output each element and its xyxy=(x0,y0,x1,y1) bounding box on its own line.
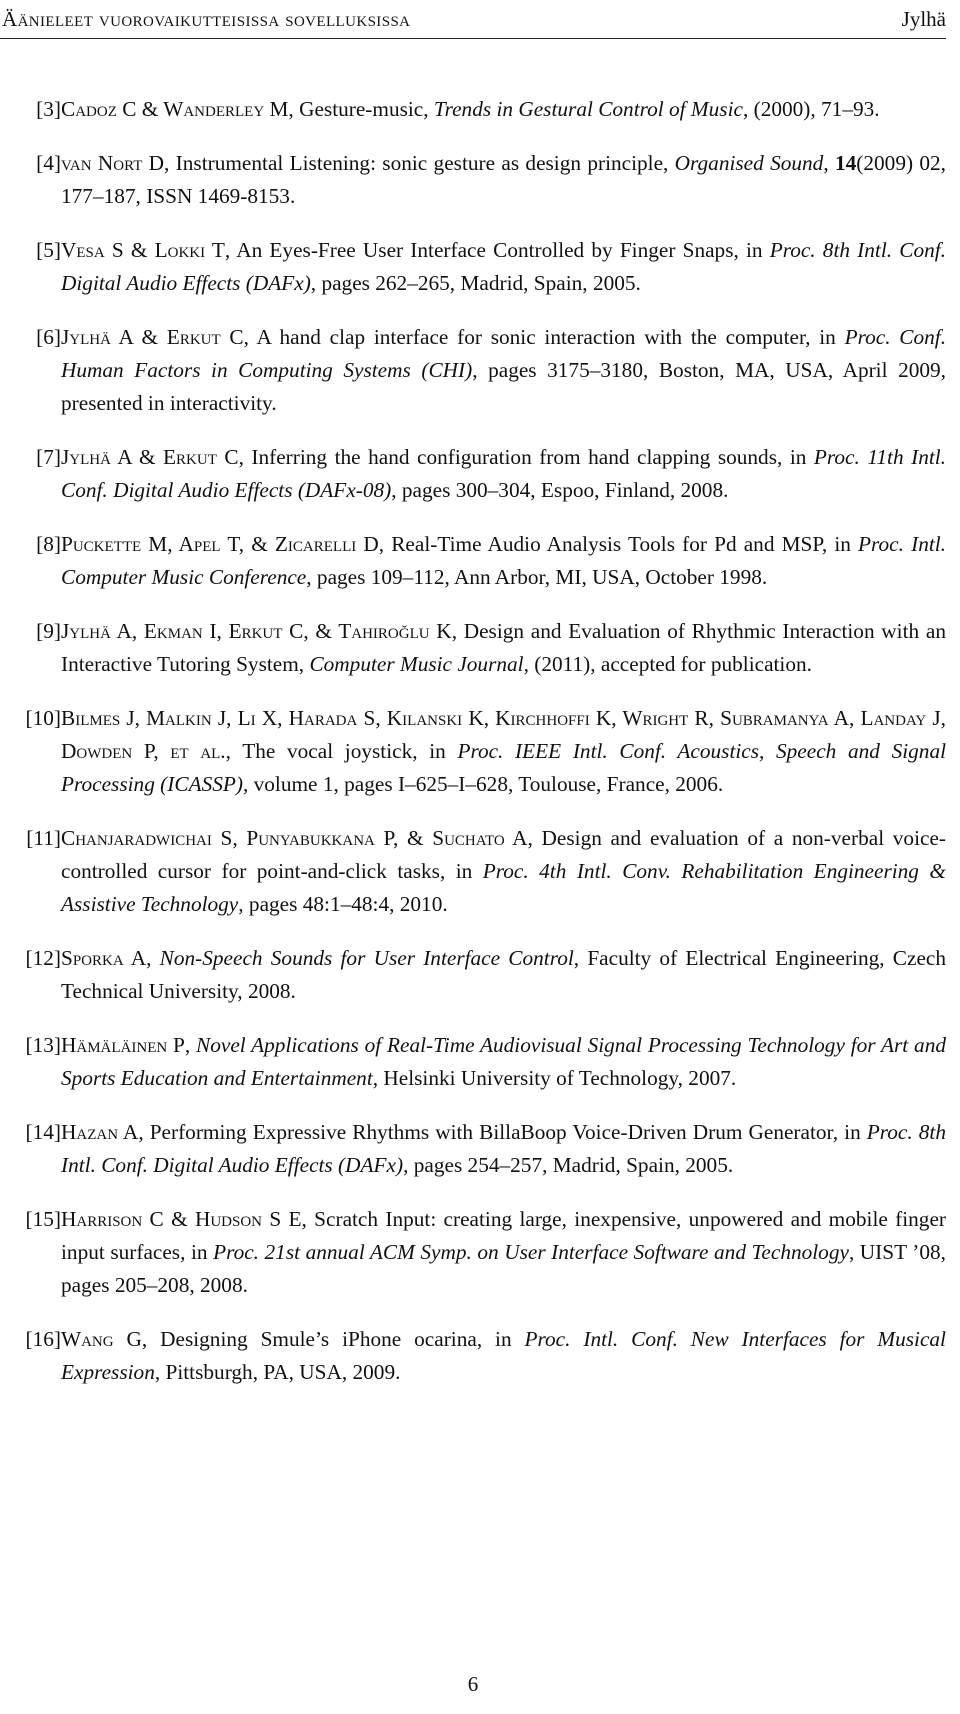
reference-authors: Harrison C & Hudson S E xyxy=(61,1207,302,1231)
reference-number: [6] xyxy=(36,325,61,349)
reference-entry xyxy=(0,528,946,594)
reference-text: , Design and evaluation of a non-verbal voice-controlled cursor for point-and-click tasks, in xyxy=(61,826,946,883)
reference-text: , Scratch Input: creating large, inexpensive, unpowered and mobile finger input surfaces, in xyxy=(61,1207,946,1264)
reference-authors: Wang G xyxy=(61,1327,142,1351)
reference-text: , (2011), accepted for publication. xyxy=(523,652,812,676)
reference-title-italic: Proc. Intl. Computer Music Conference xyxy=(61,532,946,589)
reference-title-italic: Proc. 11th Intl. Conf. Digital Audio Effects (DAFx-08) xyxy=(61,445,946,502)
reference-title-italic: Proc. 21st annual ACM Symp. on User Interface Software and Technology xyxy=(213,1240,849,1264)
reference-number: [3] xyxy=(36,97,61,121)
reference-title-italic: Proc. Intl. Conf. New Interfaces for Musical Expression xyxy=(61,1327,946,1384)
reference-entry xyxy=(0,234,946,300)
reference-entry xyxy=(0,615,946,681)
reference-authors: Cadoz C & Wanderley M xyxy=(61,97,289,121)
reference-text: , Helsinki University of Technology, 2007. xyxy=(372,1066,737,1090)
reference-number: [13] xyxy=(25,1033,61,1057)
reference-number: [8] xyxy=(36,532,61,556)
reference-entry xyxy=(0,321,946,420)
page-number: 6 xyxy=(467,1672,479,1696)
reference-number: [14] xyxy=(25,1120,61,1144)
reference-text: , Pittsburgh, PA, USA, 2009. xyxy=(154,1360,401,1384)
reference-authors: Sporka A xyxy=(61,946,147,970)
reference-entry xyxy=(0,1323,946,1389)
reference-entry xyxy=(0,147,946,213)
reference-authors: Puckette M, Apel T, & Zicarelli D xyxy=(61,532,379,556)
reference-text: , Design and Evaluation of Rhythmic Interaction with an Interactive Tutoring System, xyxy=(61,619,946,676)
reference-authors: Jylhä A, Ekman I, Erkut C, & Tahiroğlu K xyxy=(61,619,452,643)
reference-number: [4] xyxy=(36,151,61,175)
reference-title-italic: Proc. 8th Intl. Conf. Digital Audio Effects (DAFx) xyxy=(61,238,946,295)
reference-number: [11] xyxy=(26,826,61,850)
reference-entry xyxy=(0,1029,946,1095)
reference-entry xyxy=(0,942,946,1008)
reference-title-italic: Organised Sound xyxy=(674,151,824,175)
reference-entry xyxy=(0,93,946,126)
reference-text: , pages 109–112, Ann Arbor, MI, USA, October 1998. xyxy=(306,565,768,589)
reference-text: , pages 300–304, Espoo, Finland, 2008. xyxy=(391,478,729,502)
reference-number: [9] xyxy=(36,619,61,643)
reference-authors: van Nort D xyxy=(61,151,165,175)
reference-text: , Designing Smule’s iPhone ocarina, in xyxy=(141,1327,525,1351)
reference-text: , An Eyes-Free User Interface Controlled by Finger Snaps, in xyxy=(224,238,770,262)
reference-text: , Faculty of Electrical Engineering, Czech Technical University, 2008. xyxy=(61,946,946,1003)
reference-title-italic: Non-Speech Sounds for User Interface Control xyxy=(159,946,574,970)
reference-number: [10] xyxy=(25,706,61,730)
reference-text: , Instrumental Listening: sonic gesture as design principle, xyxy=(164,151,675,175)
reference-number: [7] xyxy=(36,445,61,469)
reference-authors: Bilmes J, Malkin J, Li X, Harada S, Kilanski K, Kirchhoffi K, Wright R, Subramanya A, Landay J, Dowden P, et al. xyxy=(61,706,946,763)
reference-entry xyxy=(0,1116,946,1182)
reference-text: , pages 3175–3180, Boston, MA, USA, April 2009, presented in interactivity. xyxy=(61,358,946,415)
reference-text: , volume 1, pages I–625–I–628, Toulouse, France, 2006. xyxy=(242,772,724,796)
reference-title-italic: Proc. Conf. Human Factors in Computing Systems (CHI) xyxy=(61,325,947,382)
reference-text: , Inferring the hand configuration from hand clapping sounds, in xyxy=(238,445,814,469)
reference-text: (2009) 02, 177–187, ISSN 1469-8153. xyxy=(61,151,946,208)
page-header xyxy=(0,0,946,39)
reference-number: [12] xyxy=(25,946,61,970)
reference-text: , xyxy=(184,1033,197,1057)
reference-title-italic: Computer Music Journal xyxy=(309,652,524,676)
reference-authors: Jylhä A & Erkut C xyxy=(61,445,239,469)
reference-text: , Performing Expressive Rhythms with BillaBoop Voice-Driven Drum Generator, in xyxy=(138,1120,867,1144)
reference-text: , Real-Time Audio Analysis Tools for Pd and MSP, in xyxy=(378,532,859,556)
reference-entry xyxy=(0,1203,946,1302)
header-author: Jylhä xyxy=(901,7,946,31)
reference-entry xyxy=(0,441,946,507)
reference-text: , A hand clap interface for sonic interaction with the computer, in xyxy=(243,325,845,349)
reference-text: , pages 262–265, Madrid, Spain, 2005. xyxy=(310,271,641,295)
reference-text: , Gesture-music, xyxy=(288,97,434,121)
reference-text: , pages 254–257, Madrid, Spain, 2005. xyxy=(403,1153,734,1177)
reference-authors: Hazan A xyxy=(61,1120,139,1144)
reference-volume: 14 xyxy=(834,151,857,175)
reference-text: , xyxy=(146,946,160,970)
reference-title-italic: Proc. IEEE Intl. Conf. Acoustics, Speech and Signal Processing (ICASSP) xyxy=(61,739,947,796)
reference-text: , (2000), 71–93. xyxy=(742,97,880,121)
reference-text: , xyxy=(823,151,835,175)
reference-authors: Jylhä A & Erkut C xyxy=(61,325,244,349)
reference-number: [15] xyxy=(25,1207,61,1231)
reference-entry xyxy=(0,822,946,921)
reference-title-italic: Trends in Gestural Control of Music xyxy=(433,97,743,121)
reference-title-italic: Novel Applications of Real-Time Audiovisual Signal Processing Technology for Art and Sports Education and Entertainment xyxy=(61,1033,946,1090)
reference-entry xyxy=(0,702,946,801)
reference-text: , UIST ’08, pages 205–208, 2008. xyxy=(61,1240,946,1297)
reference-text: , pages 48:1–48:4, 2010. xyxy=(238,892,448,916)
running-title: Äänieleet vuorovaikutteisissa sovelluksissa xyxy=(2,7,411,31)
reference-number: [16] xyxy=(25,1327,61,1351)
reference-title-italic: Proc. 4th Intl. Conv. Rehabilitation Engineering & Assistive Technology xyxy=(61,859,946,916)
reference-authors: Hämäläinen P xyxy=(61,1033,185,1057)
reference-list xyxy=(0,93,946,1410)
reference-text: , The vocal joystick, in xyxy=(225,739,458,763)
reference-authors: Chanjaradwichai S, Punyabukkana P, & Suchato A xyxy=(61,826,528,850)
reference-title-italic: Proc. 8th Intl. Conf. Digital Audio Effects (DAFx) xyxy=(61,1120,946,1177)
reference-authors: Vesa S & Lokki T xyxy=(61,238,225,262)
reference-number: [5] xyxy=(36,238,61,262)
